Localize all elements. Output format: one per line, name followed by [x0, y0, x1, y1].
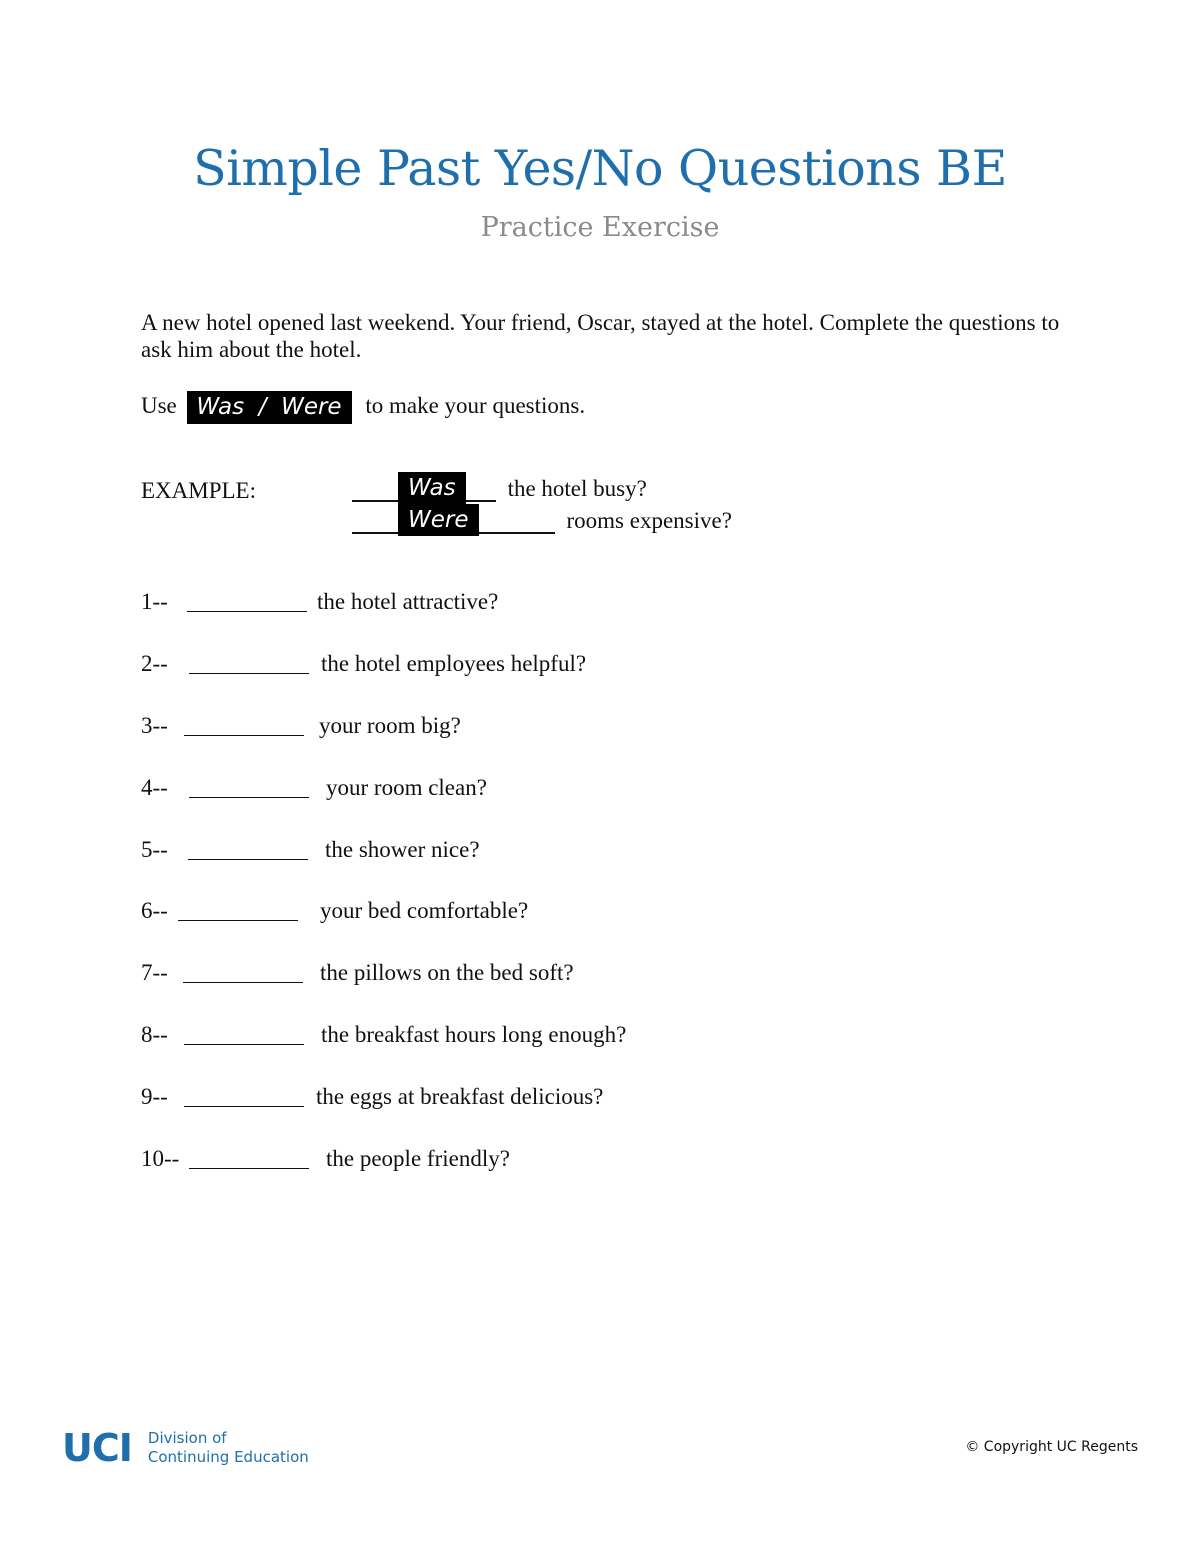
answer-blank[interactable]	[188, 839, 308, 860]
answer-blank[interactable]	[184, 1024, 304, 1045]
answer-blank[interactable]	[189, 777, 309, 798]
blank-right	[479, 506, 555, 534]
question-text: the shower nice?	[325, 837, 480, 862]
example-answer-was: Was	[398, 472, 466, 504]
uci-logo-mark: UCI	[62, 1426, 132, 1470]
was-were-box: Was / Were	[187, 391, 352, 424]
answer-blank[interactable]	[184, 1086, 304, 1107]
question-text: the hotel employees helpful?	[321, 651, 587, 676]
answer-blank[interactable]	[178, 900, 298, 921]
question-6	[141, 897, 528, 924]
example-question-text: the hotel busy?	[507, 476, 647, 501]
question-7	[141, 959, 574, 986]
instruction-suffix: to make your questions.	[365, 392, 586, 418]
answer-blank[interactable]	[184, 715, 304, 736]
blank-right	[466, 474, 496, 502]
blank-left	[352, 506, 398, 534]
question-number: 6--	[141, 898, 168, 923]
worksheet-subtitle: Practice Exercise	[480, 212, 720, 243]
question-number: 8--	[141, 1022, 168, 1047]
question-4	[141, 774, 487, 801]
division-line-1: Division of	[147, 1429, 227, 1447]
question-number: 9--	[141, 1084, 168, 1109]
question-text: the hotel attractive?	[317, 589, 499, 614]
uci-logo	[62, 1428, 309, 1468]
answer-blank[interactable]	[189, 1148, 309, 1169]
question-text: the eggs at breakfast delicious?	[316, 1084, 604, 1109]
question-2	[141, 650, 586, 677]
copyright-notice: © Copyright UC Regents	[965, 1439, 1138, 1455]
answer-blank[interactable]	[189, 653, 309, 674]
question-text: the people friendly?	[326, 1146, 510, 1171]
question-10	[141, 1145, 510, 1172]
question-number: 1--	[141, 589, 168, 614]
question-text: your room big?	[319, 713, 461, 738]
question-text: your bed comfortable?	[320, 898, 529, 923]
question-3	[141, 712, 461, 739]
example-question-text: rooms expensive?	[566, 508, 732, 533]
example-label: EXAMPLE:	[141, 478, 256, 503]
example-line-1	[352, 472, 647, 504]
question-text: the pillows on the bed soft?	[320, 960, 574, 985]
question-9	[141, 1083, 603, 1110]
answer-blank[interactable]	[187, 591, 307, 612]
question-number: 2--	[141, 651, 168, 676]
question-number: 4--	[141, 775, 168, 800]
question-number: 10--	[141, 1146, 180, 1171]
question-1	[141, 588, 498, 615]
answer-blank[interactable]	[183, 962, 303, 983]
worksheet-title: Simple Past Yes/No Questions BE	[193, 140, 1007, 197]
example-line-2	[352, 504, 732, 536]
division-line-2: Continuing Education	[147, 1448, 309, 1466]
instruction-line	[141, 391, 585, 424]
question-text: the breakfast hours long enough?	[321, 1022, 627, 1047]
question-text: your room clean?	[326, 775, 487, 800]
question-5	[141, 836, 480, 863]
question-number: 5--	[141, 837, 168, 862]
question-number: 3--	[141, 713, 168, 738]
question-8	[141, 1021, 626, 1048]
instruction-prefix: Use	[141, 392, 177, 418]
example-answer-were: Were	[398, 504, 479, 536]
division-name	[148, 1429, 309, 1467]
blank-left	[352, 474, 398, 502]
intro-paragraph: A new hotel opened last weekend. Your friend, Oscar, stayed at the hotel. Complete the questions to ask him about the hotel.	[141, 310, 1060, 362]
question-number: 7--	[141, 960, 168, 985]
